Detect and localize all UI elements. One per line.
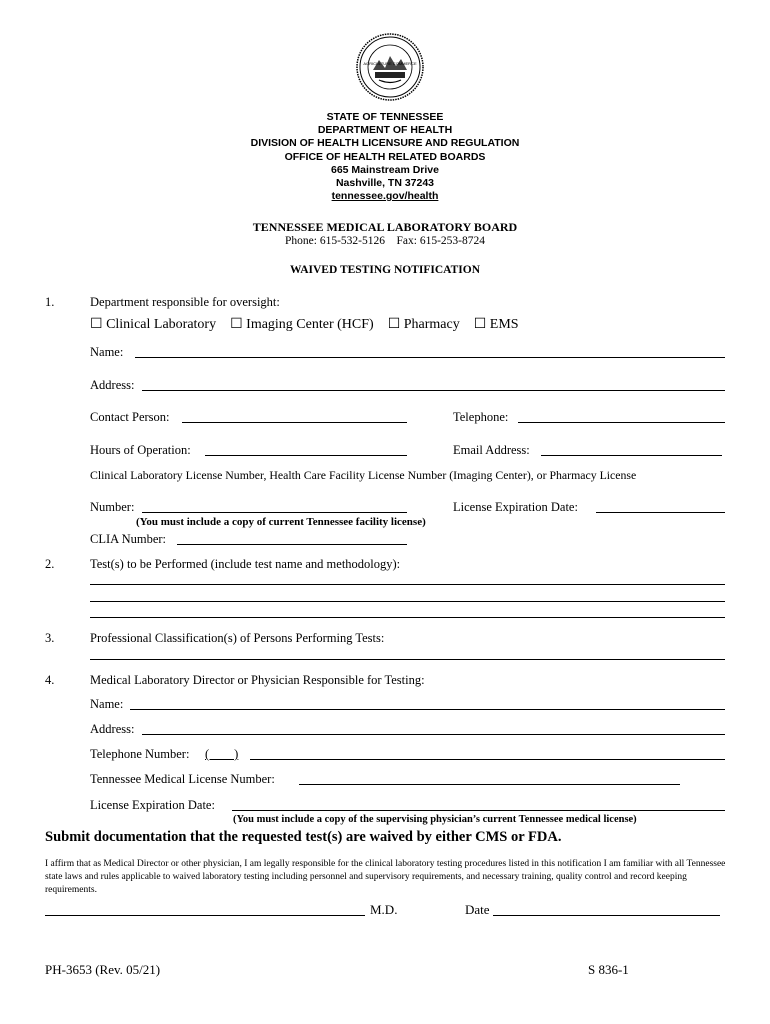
oversight-options [90, 316, 519, 333]
submit-instruction: Submit documentation that the requested test(s) are waived by either CMS or FDA. [45, 829, 562, 845]
email-field[interactable] [541, 455, 722, 456]
form-number: PH-3653 (Rev. 05/21) [45, 962, 161, 977]
form-title: WAIVED TESTING NOTIFICATION [289, 264, 480, 276]
director-telephone-field[interactable] [250, 759, 725, 760]
header-city: Nashville, TN 37243 [335, 177, 435, 190]
license-description: Clinical Laboratory License Number, Health Care Facility License Number (Imaging Center), or Pharmacy License [90, 468, 637, 482]
director-address-label: Address: [90, 722, 135, 736]
section-4-label: Medical Laboratory Director or Physician Responsible for Testing: [90, 673, 425, 687]
checkbox-ems[interactable]: ☐ EMS [473, 317, 519, 332]
date-field[interactable] [493, 915, 720, 916]
hours-label: Hours of Operation: [90, 443, 191, 457]
telephone-area-code: ( ) [205, 747, 239, 761]
seal-graphic [355, 32, 425, 102]
header-department: DEPARTMENT OF HEALTH [317, 124, 453, 137]
header-state: STATE OF TENNESSEE [326, 111, 444, 123]
facility-license-note: (You must include a copy of current Tennessee facility license) [136, 516, 426, 528]
classification-line[interactable] [90, 659, 725, 660]
director-expiration-label: License Expiration Date: [90, 798, 215, 812]
director-name-field[interactable] [130, 709, 725, 710]
section-3-label: Professional Classification(s) of Persons Performing Tests: [90, 631, 385, 645]
facility-name-field[interactable] [135, 357, 725, 358]
tn-license-label: Tennessee Medical License Number: [90, 772, 275, 786]
facility-telephone-field[interactable] [518, 422, 725, 423]
email-label: Email Address: [453, 443, 530, 457]
checkbox-imaging-center[interactable]: ☐ Imaging Center (HCF) [230, 317, 374, 332]
form-code: S 836-1 [588, 962, 629, 977]
header-street: 665 Mainstream Drive [331, 163, 439, 176]
section-2-number: 2. [45, 557, 55, 571]
director-expiration-field[interactable] [232, 810, 725, 811]
header-division: DIVISION OF HEALTH LICENSURE AND REGULATION [250, 137, 520, 150]
affirmation-text: I affirm that as Medical Director or other physician, I am legally responsible for the clinical laboratory testing procedures listed in this notification I am familiar with all Tennessee state laws and rules applicable to waived laboratory testing including personnel and supervisory requirements, and necessary training, quality control and record keeping requirements. [45, 859, 726, 895]
tests-line-3[interactable] [90, 617, 725, 618]
facility-address-field[interactable] [142, 390, 725, 391]
state-seal [355, 32, 425, 102]
signature-field[interactable] [45, 915, 365, 916]
header-website[interactable]: tennessee.gov/health [331, 190, 439, 203]
tn-license-field[interactable] [299, 784, 680, 785]
hours-field[interactable] [205, 455, 407, 456]
md-label: M.D. [370, 902, 398, 917]
contact-person-label: Contact Person: [90, 410, 170, 424]
physician-license-note: (You must include a copy of the supervising physician’s current Tennessee medical license) [233, 814, 637, 825]
board-name: TENNESSEE MEDICAL LABORATORY BOARD [252, 220, 518, 234]
director-name-label: Name: [90, 697, 124, 711]
header-block [0, 111, 770, 203]
section-1-label: Department responsible for oversight: [90, 295, 280, 309]
section-3-number: 3. [45, 631, 55, 645]
license-expiration-field[interactable] [596, 512, 725, 513]
license-number-field[interactable] [142, 512, 407, 513]
board-phone-fax: Phone: 615-532-5126 Fax: 615-253-8724 [285, 235, 485, 247]
facility-telephone-label: Telephone: [453, 410, 509, 424]
director-telephone-label: Telephone Number: [90, 747, 190, 761]
section-1-number: 1. [45, 295, 55, 309]
checkbox-pharmacy[interactable]: ☐ Pharmacy [387, 317, 460, 332]
section-2-label: Test(s) to be Performed (include test name and methodology): [90, 557, 401, 571]
license-expiration-label: License Expiration Date: [453, 500, 578, 514]
svg-text:AGRICULTURE COMMERCE: AGRICULTURE COMMERCE [363, 61, 417, 66]
facility-address-label: Address: [90, 378, 135, 392]
header-office: OFFICE OF HEALTH RELATED BOARDS [284, 150, 486, 163]
contact-person-field[interactable] [182, 422, 407, 423]
tests-line-2[interactable] [90, 601, 725, 602]
facility-name-label: Name: [90, 345, 124, 359]
director-address-field[interactable] [142, 734, 725, 735]
section-4-number: 4. [45, 673, 55, 687]
tests-line-1[interactable] [90, 584, 725, 585]
checkbox-clinical-laboratory[interactable]: ☐ Clinical Laboratory [90, 317, 217, 332]
clia-field[interactable] [177, 544, 407, 545]
license-number-label: Number: [90, 500, 135, 514]
date-label: Date [465, 902, 490, 917]
clia-label: CLIA Number: [90, 532, 167, 546]
